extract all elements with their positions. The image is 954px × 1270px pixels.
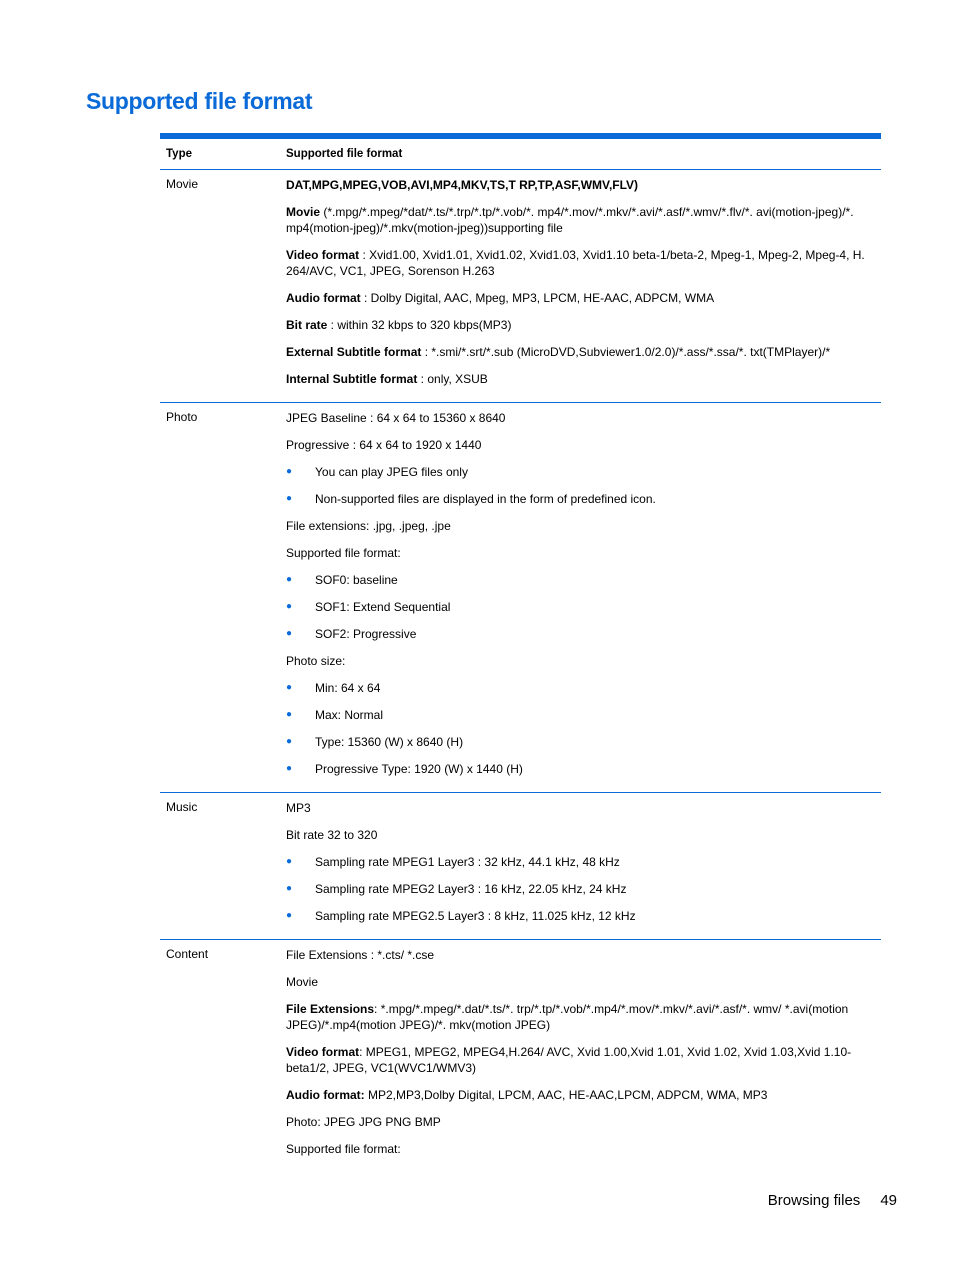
table-row-music (160, 793, 881, 940)
bullet-icon: ● (286, 601, 293, 612)
type-cell: Photo (166, 410, 198, 424)
jpeg-baseline: JPEG Baseline : 64 x 64 to 15360 x 8640 (286, 411, 506, 425)
photo-size: Photo size: (286, 654, 346, 668)
page-footer (768, 1192, 897, 1209)
list-item: ● Sampling rate MPEG1 Layer3 : 32 kHz, 44.1 kHz, 48 kHz (286, 855, 620, 869)
bullet-icon: ● (286, 910, 293, 921)
bullet-icon: ● (286, 628, 293, 639)
content-movie: Movie (286, 975, 319, 989)
bullet-icon: ● (286, 574, 293, 585)
list-item: ● SOF0: baseline (286, 573, 398, 587)
table-header (160, 139, 881, 170)
type-cell: Music (166, 800, 198, 814)
bullet-icon: ● (286, 736, 293, 747)
page-title: Supported file format (86, 88, 313, 114)
music-format: MP3 (286, 801, 311, 815)
table-row-movie (160, 170, 881, 403)
list-item: ● Sampling rate MPEG2 Layer3 : 16 kHz, 22.05 kHz, 24 kHz (286, 882, 627, 896)
content-video-format: Video format: MPEG1, MPEG2, MPEG4,H.264/ AVC, Xvid 1.00,Xvid 1.01, Xvid 1.02, Xvid 1.03,Xvid 1.10-beta1/2, JPEG, VC1(WVC1/WMV3) (286, 1045, 852, 1075)
page-number: 49 (880, 1192, 897, 1209)
header-type: Type (166, 148, 192, 160)
list-item: ● Type: 15360 (W) x 8640 (H) (286, 735, 464, 749)
list-item: ● Sampling rate MPEG2.5 Layer3 : 8 kHz, 11.025 kHz, 12 kHz (286, 909, 636, 923)
external-subtitle: External Subtitle format : *.smi/*.srt/*.sub (MicroDVD,Subviewer1.0/2.0)/*.ass/*.ssa/*. txt(TMPlayer)/* (286, 345, 831, 359)
music-bitrate: Bit rate 32 to 320 (286, 828, 378, 842)
format-list: DAT,MPG,MPEG,VOB,AVI,MP4,MKV,TS,T RP,TP,ASF,WMV,FLV) (286, 178, 639, 192)
progressive: Progressive : 64 x 64 to 1920 x 1440 (286, 438, 482, 452)
internal-subtitle: Internal Subtitle format : only, XSUB (286, 372, 488, 386)
movie-formats: Movie (*.mpg/*.mpeg/*dat/*.ts/*.trp/*.tp/*.vob/*. mp4/*.mov/*.mkv/*.avi/*.asf/*.wmv/*.flv/*. avi(motion-jpeg)/*. mp4(motion-jpeg)/*.mkv(motion-jpeg))supporting file (286, 205, 854, 235)
bullet-icon: ● (286, 763, 293, 774)
list-item: ● Max: Normal (286, 708, 384, 722)
bit-rate: Bit rate : within 32 kbps to 320 kbps(MP3) (286, 318, 512, 332)
list-item: ● You can play JPEG files only (286, 465, 468, 479)
table-row-content (160, 940, 881, 1172)
format-cell (286, 410, 881, 788)
bullet-icon: ● (286, 493, 293, 504)
file-extensions: File extensions: .jpg, .jpeg, .jpe (286, 519, 451, 533)
content-extensions: File Extensions : *.cts/ *.cse (286, 948, 435, 962)
format-cell (286, 947, 881, 1168)
list-item: ● Min: 64 x 64 (286, 681, 381, 695)
header-format: Supported file format (286, 148, 403, 160)
bullet-icon: ● (286, 883, 293, 894)
bullet-icon: ● (286, 466, 293, 477)
list-item: ● SOF2: Progressive (286, 627, 417, 641)
bullet-icon: ● (286, 856, 293, 867)
supported-label: Supported file format: (286, 546, 401, 560)
audio-format: Audio format : Dolby Digital, AAC, Mpeg, MP3, LPCM, HE-AAC, ADPCM, WMA (286, 291, 715, 305)
format-cell (286, 800, 881, 935)
table-row-photo (160, 403, 881, 793)
type-cell: Movie (166, 177, 199, 191)
list-item: ● Progressive Type: 1920 (W) x 1440 (H) (286, 762, 523, 776)
type-cell: Content (166, 947, 209, 961)
bullet-icon: ● (286, 709, 293, 720)
format-cell (286, 177, 881, 398)
section-name: Browsing files (767, 1192, 861, 1209)
list-item: ● Non-supported files are displayed in the form of predefined icon. (286, 492, 656, 506)
content-file-extensions: File Extensions: *.mpg/*.mpeg/*.dat/*.ts/*. trp/*.tp/*.vob/*.mp4/*.mov/*.mkv/*.avi/*.asf/*. wmv/ *.avi(motion JPEG)/*.mp4(motion JPEG)/*. mkv(motion JPEG) (286, 1002, 849, 1032)
video-format: Video format : Xvid1.00, Xvid1.01, Xvid1.02, Xvid1.03, Xvid1.10 beta-1/beta-2, Mpeg-1, Mpeg-2, Mpeg-4, H. 264/AVC, VC1, JPEG, Sorenson H.263 (286, 248, 865, 278)
bullet-icon: ● (286, 682, 293, 693)
list-item: ● SOF1: Extend Sequential (286, 600, 451, 614)
content-photo: Photo: JPEG JPG PNG BMP (286, 1115, 441, 1129)
format-table (160, 133, 881, 1172)
content-audio-format: Audio format: MP2,MP3,Dolby Digital, LPCM, AAC, HE-AAC,LPCM, ADPCM, WMA, MP3 (286, 1088, 768, 1102)
content-supported: Supported file format: (286, 1142, 401, 1156)
